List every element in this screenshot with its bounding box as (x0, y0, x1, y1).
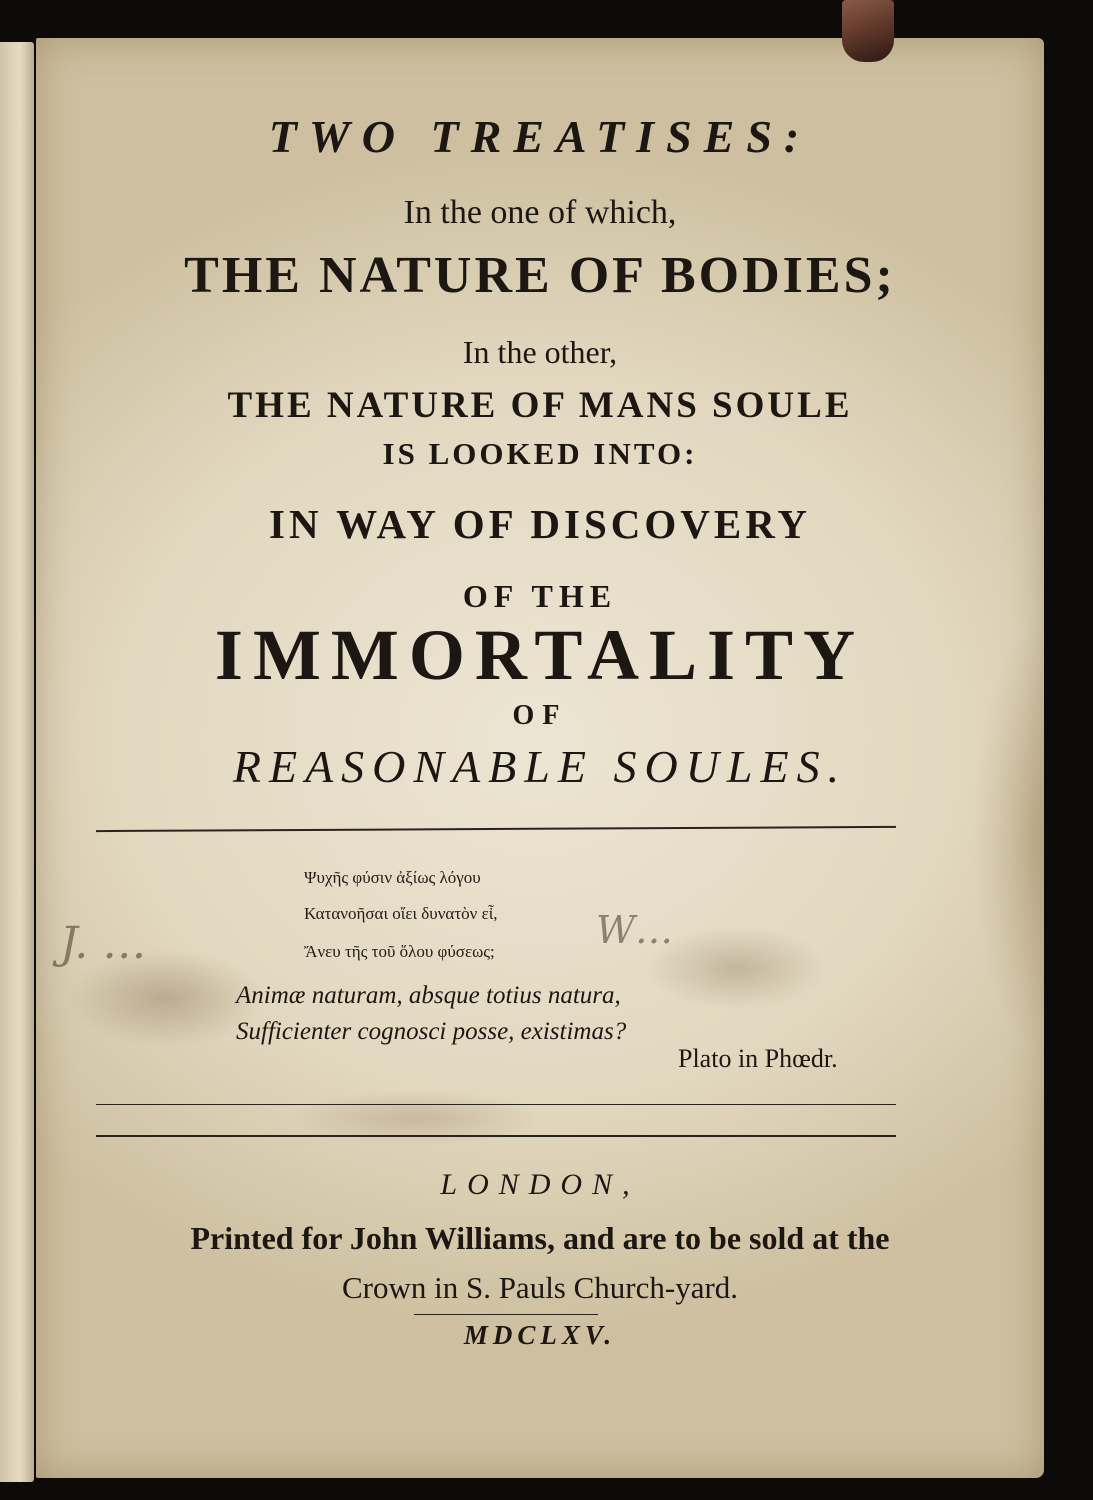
handwritten-signature-left: J. … (60, 918, 147, 969)
greek-epigraph-line3: Ἄνευ τῆς τοῦ ὅλου φύσεως; (304, 942, 495, 961)
subject-soule-line2: IS LOOKED INTO: (382, 436, 698, 471)
subject-soule-line1: THE NATURE OF MANS SOULE (227, 385, 853, 426)
greek-epigraph-line1: Ψυχῆς φύσιν ἀξίως λόγου (304, 868, 481, 887)
greek-epigraph-line2: Κατανοῆσαι οἴει δυνατὸν εἶ, (304, 904, 498, 923)
intro-other: In the other, (462, 334, 618, 370)
reasonable-soules: REASONABLE SOULES. (232, 741, 848, 792)
latin-epigraph-line1: Animæ naturam, absque totius natura, (236, 982, 621, 1009)
city: LONDON, (440, 1168, 640, 1201)
location: Crown in S. Pauls Church-yard. (341, 1270, 739, 1305)
intro-one: In the one of which, (403, 194, 677, 231)
top-rule (96, 826, 896, 832)
immortality: IMMORTALITY (214, 615, 866, 695)
of-the: OF THE (462, 578, 618, 614)
metal-clip (842, 0, 894, 62)
printed-for: Printed for John Williams, and are to be sold at the (190, 1220, 890, 1256)
year-underline (414, 1314, 598, 1315)
latin-epigraph-line2: Sufficienter cognosci posse, existimas? (236, 1018, 627, 1045)
epigraph-attribution: Plato in Phœdr. (678, 1044, 838, 1073)
subject-bodies: THE NATURE OF BODIES; (184, 247, 896, 304)
title-page (36, 38, 1044, 1478)
middle-rule-2 (96, 1135, 896, 1137)
middle-rule-1 (96, 1104, 896, 1105)
handwritten-signature-right: W… (596, 908, 674, 952)
title: TWO TREATISES: (268, 111, 812, 162)
of: OF (512, 700, 568, 731)
facing-page-edge (0, 42, 34, 1482)
year: MDCLXV. (463, 1320, 617, 1350)
purpose: IN WAY OF DISCOVERY (269, 501, 811, 547)
